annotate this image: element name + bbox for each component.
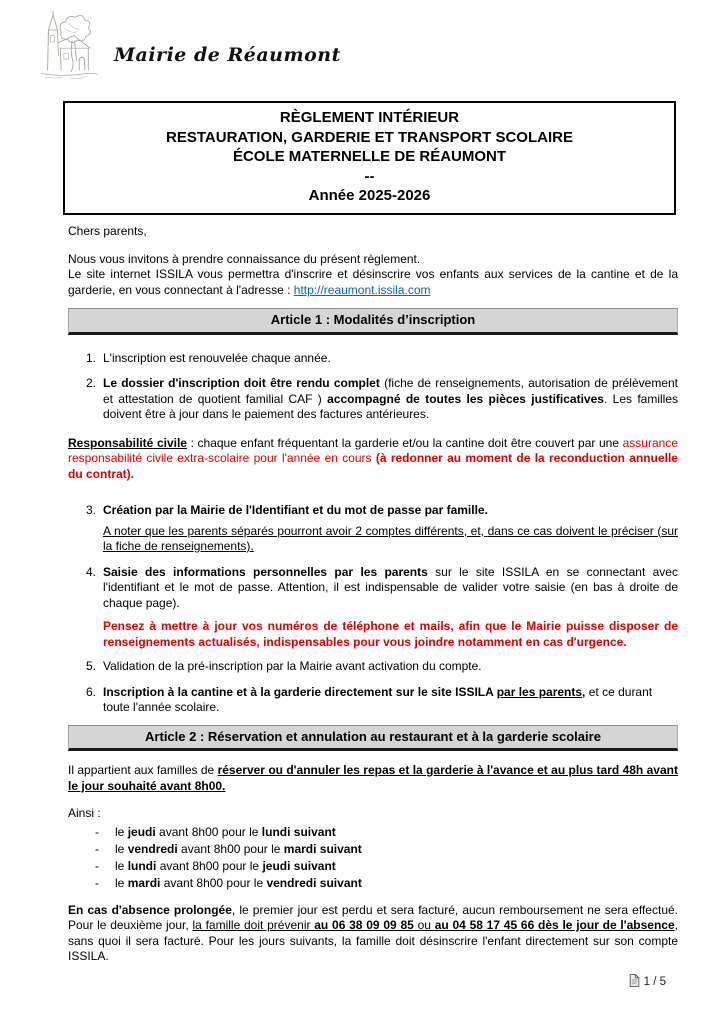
contract-renewal-warning: (à redonner au moment de la reconduction annuelle du contrat). [68,451,678,481]
dash-bullet: - [95,841,99,856]
civil-liability-label: Responsabilité civile [68,435,187,450]
issila-site-paragraph [68,267,678,298]
civil-liability-paragraph [68,436,678,483]
issila-link[interactable]: http://reaumont.issila.com [293,282,431,297]
mairie-logo-sketch-icon [34,8,110,97]
text-segment: (fiche de renseignements, autorisation de prélèvement et attestation de quotient familial CAF ) [103,376,678,406]
dash-bullet: - [95,824,99,839]
item-number: 2. [86,376,97,390]
text-segment: ou [413,918,435,932]
by-parents-emphasis: par les parents, [496,684,586,699]
schedule-text [115,841,362,858]
separated-parents-note: A noter que les parents séparés pourront avoir 2 comptes différents, et, dans ce cas doivent le préciser (sur la fiche de renseignements). [103,523,678,553]
update-contact-warning: Pensez à mettre à jour vos numéros de téléphone et mails, afin que le Mairie puisse disposer de renseignements actualisés, indispensables pour vous joindre notamment en cas d'urgence. [103,619,678,649]
page-icon [629,974,640,990]
title-line-2: RESTAURATION, GARDERIE ET TRANSPORT SCOLAIRE [166,128,573,146]
document-title-box [63,101,676,215]
text-segment: sur le site ISSILA en se connectant avec l'identifiant et le mot de passe. Attention, il est indispensable de valider votre saisie (en bas à droite de chaque page). [103,564,678,610]
text-segment: la famille doit prévenir [192,918,315,932]
article-2-heading-bar: Article 2 : Réservation et annulation au restaurant et à la garderie scolaire [68,725,678,752]
phone-number-2: au 04 58 17 45 66 [434,918,535,932]
list-item-5 [68,659,678,675]
reservation-schedule-list [68,824,678,892]
intro-paragraph: Nous vous invitons à prendre connaissance du présent règlement. [68,251,421,266]
text-segment: le [115,824,128,839]
salutation: Chers parents, [68,224,147,238]
text-segment [103,565,678,612]
item-text [103,685,678,716]
text-segment: accompagné de toutes les pièces justificatives [327,391,604,406]
text-segment: avant 8h00 pour le [177,841,284,856]
text-segment: . Les familles doivent être à jour dans le paiement des factures antérieures. [103,391,679,421]
document-body [68,218,678,965]
prolonged-absence-paragraph [68,903,678,965]
text-segment: le [115,858,128,873]
day-name: mardi [127,875,161,890]
text-segment: Saisie des informations personnelles par les parents [103,564,428,579]
schedule-text [115,858,336,875]
page-footer [629,974,666,990]
target-day-name: mardi suivant [283,841,362,856]
text-segment: Le dossier d'inscription doit être rendu complet [103,376,380,390]
dash-bullet: - [95,875,99,890]
list-item-1 [68,351,678,367]
schedule-text [115,875,362,892]
text-segment: Inscription à la cantine et à la garderie directement sur le site ISSILA [103,684,497,699]
reservation-deadline-emphasis: réserver ou d'annuler les repas et la garderie à l'avance et au plus tard 48h avant le jour souhaité avant 8h00. [68,763,678,793]
list-item-4 [68,565,678,651]
text-segment: avant 8h00 pour le [155,824,262,839]
item-number: 3. [86,503,97,517]
item-text [103,376,678,423]
text-segment: Le site internet ISSILA vous permettra d'inscrire et désinscrire vos enfants aux services de la cantine et de la garderie, en vous connectant à l'adresse : [68,267,678,297]
ainsi-label: Ainsi : [68,806,101,820]
target-day-name: lundi suivant [261,824,336,839]
title-year: Année 2025-2026 [308,187,431,204]
page-header [34,8,434,92]
schedule-text [115,824,336,841]
text-segment: le [115,841,128,856]
schedule-row [68,824,678,841]
text-segment: Création par la Mairie de l'Identifiant et du mot de passe par famille. [103,503,488,517]
day-name: vendredi [127,841,178,856]
day-name: jeudi [127,824,156,839]
schedule-row [68,841,678,858]
list-item-2 [68,376,678,423]
page-indicator: 1 / 5 [643,976,666,988]
text-segment: et ce durant toute l'année scolaire. [103,684,653,714]
item-text: Validation de la pré-inscription par la Mairie avant activation du compte. [103,659,482,673]
text-segment: avant 8h00 pour le [160,875,267,890]
title-line-1: RÈGLEMENT INTÉRIEUR [279,109,460,126]
day-name: lundi [127,858,157,873]
item-number: 6. [86,684,97,699]
target-day-name: jeudi suivant [262,858,336,873]
list-item-3 [68,503,678,555]
phone-number-1: au 06 38 09 09 85 [314,918,414,932]
target-day-name: vendredi suivant [266,875,362,890]
item-text: L'inscription est renouvelée chaque année. [103,350,331,365]
organization-name: Mairie de Réaumont [114,44,341,66]
title-line-3: ÉCOLE MATERNELLE DE RÉAUMONT [232,148,507,165]
item-number: 4. [86,564,97,579]
schedule-row [68,858,678,875]
item-text [103,503,678,555]
text-segment: Il appartient aux familles de [68,763,218,777]
reservation-rule-paragraph [68,763,678,794]
text-segment: le [115,875,128,890]
text-segment: dès le jour de l'absence [534,918,675,932]
text-segment: En cas d'absence prolongée [68,902,232,917]
dash-bullet: - [95,858,99,873]
text-segment: , le premier jour est perdu et sera facturé, aucun remboursement ne sera effectué. Pour le deuxième jour, [68,902,678,932]
insurance-warning-text: assurance responsabilité civile extra-scolaire pour l'année en cours [68,435,678,465]
text-segment: , sans quoi il sera facturé. Pour les jours suivants, la famille doit désinscrire l'enfant directement sur son compte ISSILA. [68,918,678,963]
text-segment: avant 8h00 pour le [156,858,263,873]
schedule-row [68,875,678,892]
title-separator: -- [364,167,375,185]
text-segment: : chaque enfant fréquentant la garderie et/ou la cantine doit être couvert par une [186,435,623,450]
article-1-heading-bar: Article 1 : Modalités d’inscription [68,308,678,335]
list-item-6 [68,685,678,716]
item-number: 5. [86,659,97,673]
item-text [103,565,678,651]
item-number: 1. [86,350,97,365]
